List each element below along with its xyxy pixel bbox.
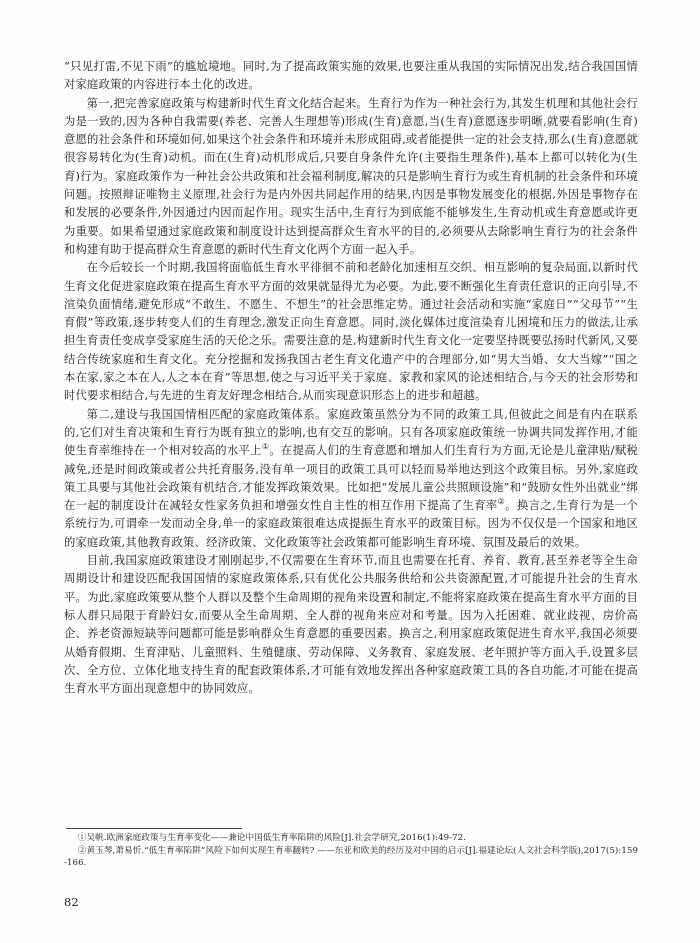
body-paragraph-3: 在今后较长一个时期,我国将面临低生育水平徘徊不前和老龄化加速相互交织、相互影响的复杂局面,以新时代生育文化促进家庭政策在提高生育水平方面的效果就显得尤为必要。为此,要不断强化生育责任意识的正向引导,不渲染负面情绪,避免形成“不敢生、不愿生、不想生”的社会思维定势。通过社会活动和实施“家庭日”“父母节”“生育假”等政策,逐步转变人们的生育理念,激发正向生育意愿。同时,淡化媒体过度渲染育儿困境和压力的做法,让承担生育责任变成享受家庭生活的天伦之乐。需要注意的是,构建新时代生育文化一定要坚持既要弘扬时代新风,又要结合传统家庭和生育文化。充分挖掘和发扬我国古老生育文化遗产中的合理部分,如“男大当婚、女大当嫁”“国之本在家,家之本在人,人之本在育”等思想,使之与习近平关于家庭、家教和家风的论述相结合,与今天的社会形势和时代要求相结合,与先进的生育友好理念相结合,从而实现意识形态上的进步和超越。 [64, 261, 638, 403]
footnote-section [64, 828, 638, 870]
footnote-separator-rule [66, 828, 242, 829]
paragraph-4-segment-2: 。在提高人们的生育意愿和增加人们生育行为方面,无论是儿童津贴/赋税减免,还是时间政策或者公共托育服务,没有单一项目的政策工具可以轻而易举地达到这个政策目标。另外,家庭政策工具要与其他社会政策有机结合,才能发挥政策效果。比如把“发展儿童公共照顾设施”和“鼓励女性外出就业”绑在一起的制度设计在减轻女性家务负担和增强女性自主性的相互作用下提高了生育率 [64, 444, 638, 513]
footnote-marker-2[interactable]: ② [497, 497, 506, 507]
footnote-item-1: ①吴帆.欧洲家庭政策与生育率变化——兼论中国低生育率陷阱的风险[J].社会学研究,2016(1):49-72. [77, 833, 467, 843]
body-paragraph-1: “只见打雷,不见下雨”的尴尬境地。同时,为了提高政策实施的效果,也要注重从我国的实际情况出发,结合我国国情对家庭政策的内容进行本土化的改进。 [64, 60, 638, 92]
body-paragraph-4 [64, 406, 638, 552]
page-body-text [64, 58, 638, 698]
body-paragraph-5: 目前,我国家庭政策建设才刚刚起步,不仅需要在生育环节,而且也需要在托育、养育、教育,甚至养老等全生命周期设计和建设匹配我国国情的家庭政策体系,只有优化公共服务供给和公共资源配置,才可能提升社会的生育水平。为此,家庭政策要从整个人群以及整个生命周期的视角来设置和制定,不能将家庭政策在提高生育水平方面的目标人群只局限于育龄妇女,而要从全生命周期、全人群的视角来应对和考量。因为入托困难、就业歧视、房价高企、养老资源短缺等问题都可能是影响群众生育意愿的重要因素。换言之,利用家庭政策促进生育水平,我国必须要从婚育假期、生育津贴、儿童照料、生殖健康、劳动保障、义务教育、家庭发展、老年照护等方面入手,设置多层次、全方位、立体化地支持生育的配套政策体系,才可能有效地发挥出各种家庭政策工具的各自功能,才可能在提高生育水平方面出现意想中的协同效应。 [64, 554, 638, 696]
paragraph-4-segment-1: 第二,建设与我国国情相匹配的家庭政策体系。家庭政策虽然分为不同的政策工具,但彼此之间是有内在联系的,它们对生育决策和生育行为既有独立的影响,也有交互的影响。只有各项家庭政策统一协调共同发挥作用,才能使生育率维持在一个相对较高的水平上 [64, 407, 638, 458]
footnote-item-2: ②黄玉琴,萧易忻.“低生育率陷阱”风险下如何实现生育率翻转? ——东亚和欧美的经历及对中国的启示[J].福建论坛(人文社会科学版),2017(5):159-166. [64, 845, 638, 869]
body-paragraph-2: 第一,把完善家庭政策与构建新时代生育文化结合起来。生育行为作为一种社会行为,其发生机理和其他社会行为是一致的,因为各种自我需要(养老、完善人生理想等)形成(生育)意愿,当(生育)意愿逐步明晰,就要看影响(生育)意愿的社会条件和环境如何,如果这个社会条件和环境并未形成阻碍,或者能提供一定的社会支持,那么(生育)意愿就很容易转化为(生育)动机。而在(生育)动机形成后,只要自身条件允许(主要指生理条件),基本上都可以转化为(生育)行为。家庭政策作为一种社会公共政策和社会福利制度,解决的只是影响生育行为或生育机制的社会条件和环境问题。按照辩证唯物主义原理,社会行为是内外因共同起作用的结果,内因是事物发展变化的根据,外因是事物存在和发展的必要条件,外因通过内因而起作用。现实生活中,生育行为到底能不能够发生,生育动机或生育意愿或许更为重要。如果希望通过家庭政策和制度设计达到提高群众生育水平的目的,必须要从去除影响生育行为的社会条件和构建有助于提高群众生育意愿的新时代生育文化两个方面一起入手。 [64, 96, 638, 256]
paragraph-4-segment-3: 。换言之,生育行为是一个系统行为,可谓牵一发而动全身,单一的家庭政策很难达成提振生育水平的政策目标。因为不仅仅是一个国家和地区的家庭政策,其他教育政策、经济政策、文化政策等社会政策都可能影响生育环境、氛围及最后的效果。 [64, 499, 639, 549]
page-number: 82 [64, 895, 79, 909]
footnote-marker-1[interactable]: ① [261, 442, 270, 452]
